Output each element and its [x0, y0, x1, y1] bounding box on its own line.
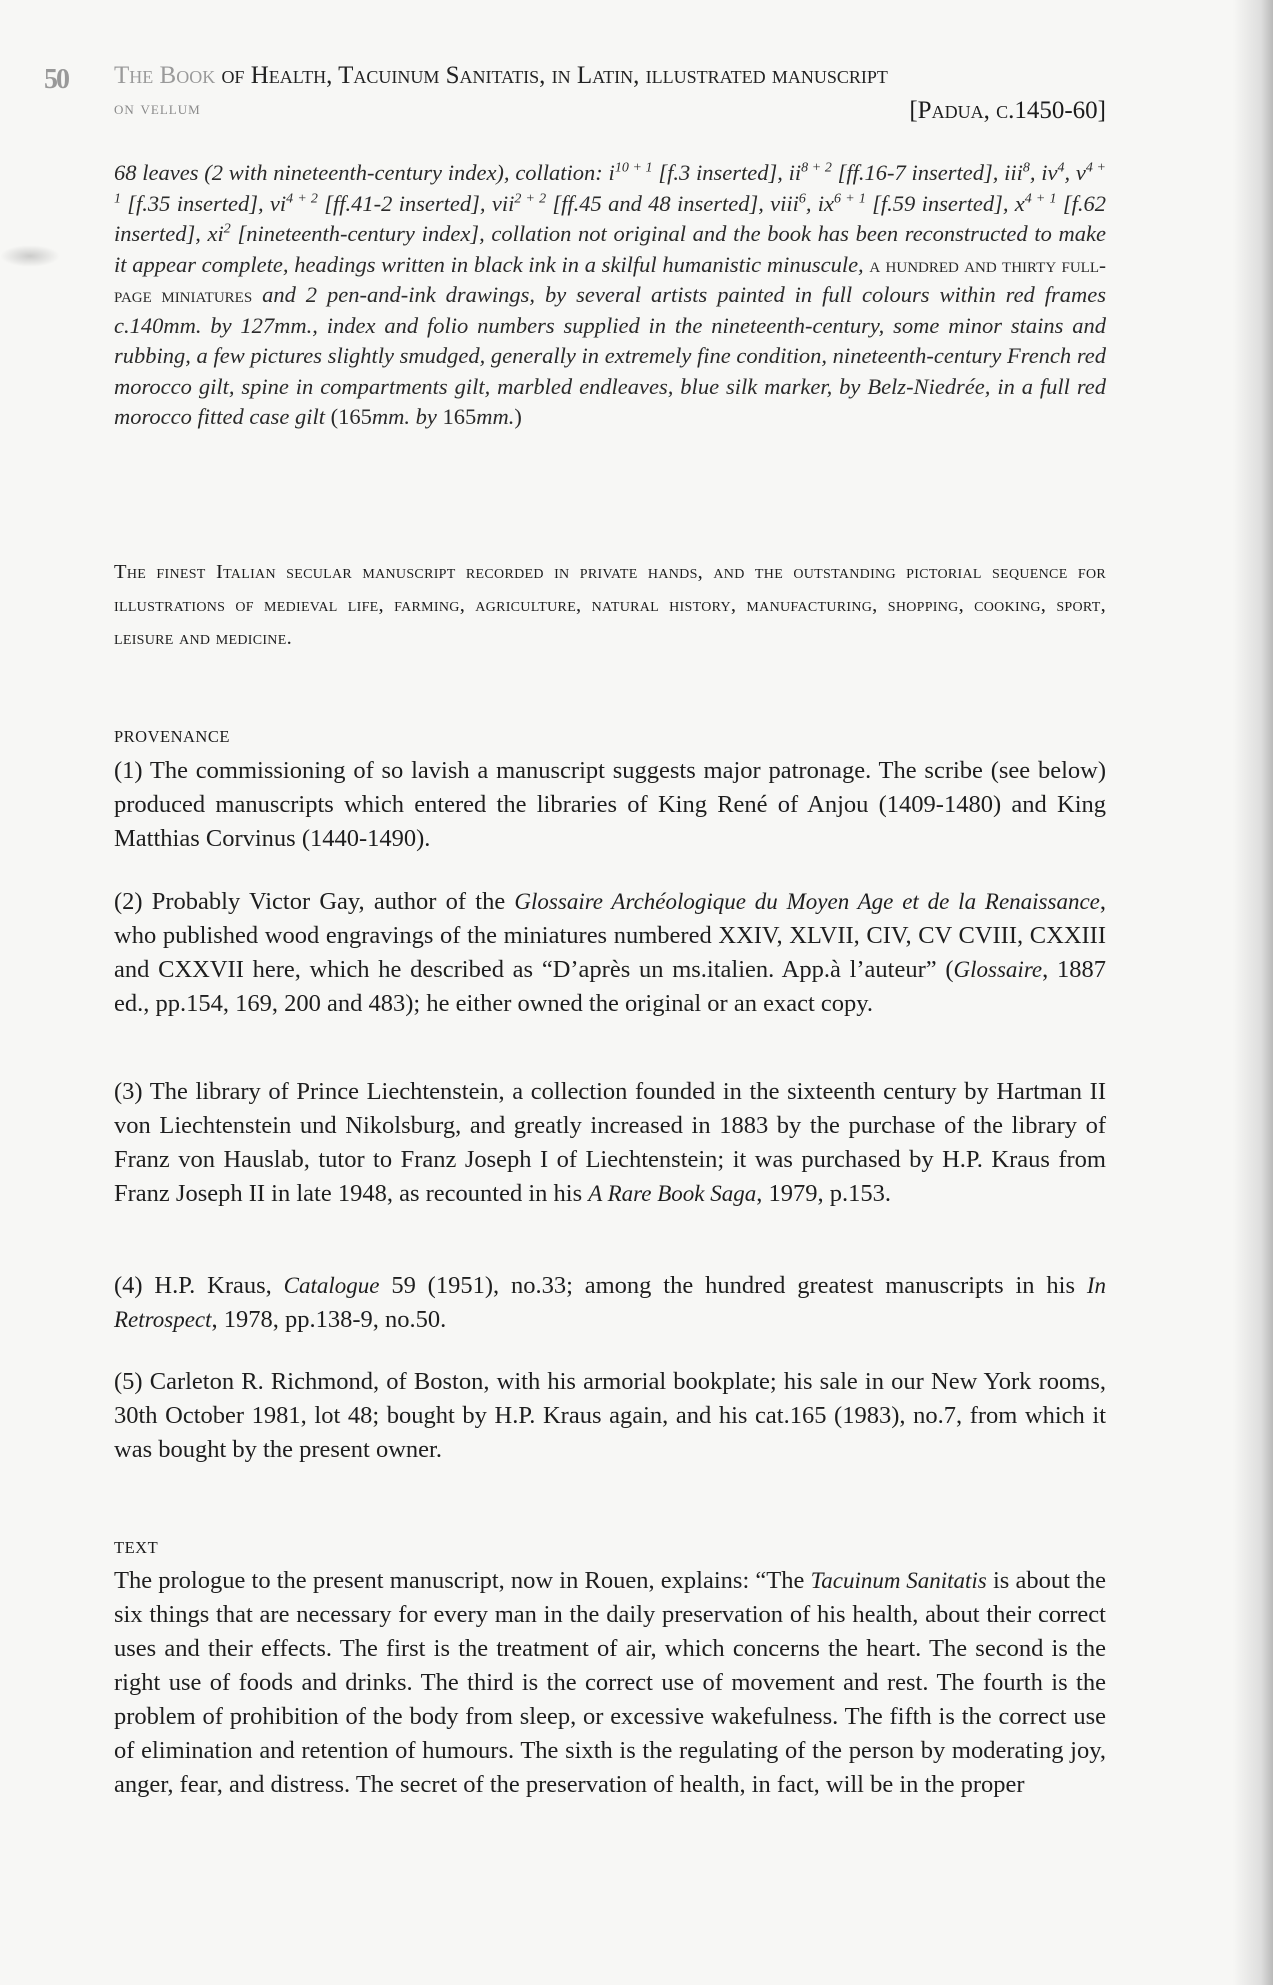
collation-superscript: 2 + 2 — [514, 191, 547, 206]
work-title: Glossaire Archéologique du Moyen Age et de la Renaissance — [514, 889, 1100, 914]
provenance-text: (3) The library of Prince Liechtenstein, a collection founded in the sixteenth century by Hartman II von Liechtenstein und Nikolsburg, and greatly increased in 1883 by the purchase of the library of Franz von Hauslab, tutor to Franz Joseph I of Liechtenstein; it was purchased by H.P. Kraus from Franz Joseph II in late 1948, as recounted in his — [114, 1078, 1106, 1207]
desc-text: [ff.45 and 48 inserted], viii — [546, 190, 799, 216]
provenance-text: , 1979, p.153. — [756, 1180, 891, 1207]
miniatures-count: a hundred and thirty full-page miniatures — [114, 252, 1106, 307]
desc-text: [ff.41-2 inserted], vii — [317, 190, 515, 216]
physical-description — [114, 158, 1106, 433]
lot-number: 50 — [44, 64, 68, 95]
provenance-text: (2) Probably Victor Gay, author of the — [114, 888, 515, 915]
dimension-value: 165 — [442, 404, 477, 429]
provenance-item-5 — [114, 1365, 1106, 1467]
desc-text: [f.3 inserted], ii — [652, 160, 802, 185]
collation-superscript: 4 + 1 — [1024, 191, 1057, 206]
collation-superscript: 8 — [1022, 160, 1030, 176]
work-title: In Retrospect — [114, 1273, 1107, 1332]
desc-text: , ix — [805, 190, 835, 216]
collation-superscript: 4 + 1 — [114, 160, 1106, 206]
provenance-text: (4) H.P. Kraus, — [114, 1272, 284, 1299]
desc-text: mm. by — [371, 404, 443, 429]
place-date: [Padua, c.1450-60] — [909, 97, 1106, 124]
page-smudge — [0, 245, 60, 267]
collation-superscript: 6 + 1 — [834, 191, 866, 206]
lot-title — [114, 62, 888, 90]
provenance-heading: PROVENANCE — [114, 727, 230, 746]
text-body: The prologue to the present manuscript, now in Rouen, explains: “The — [114, 1567, 811, 1594]
work-title: Catalogue — [283, 1273, 380, 1298]
text-paragraph — [114, 1564, 1106, 1802]
provenance-text: , who published wood engravings of the miniatures numbered XXIV, XLVII, CIV, CV CVIII, CXXIII and CXXVII here, which he described as “D’après un ms.italien. App.à l’auteur” ( — [114, 888, 1106, 983]
desc-text: [f.59 inserted], x — [865, 190, 1025, 216]
desc-text: [f.62 inserted], xi — [114, 190, 1106, 246]
desc-text: , iv — [1029, 160, 1058, 185]
text-body: is about the six things that are necessary for every man in the daily preservation of his health, about their correct uses and their effects. The first is the treatment of air, which concerns the heart. The second is the right use of foods and drinks. The third is the correct use of movement and rest. The fourth is the problem of prohibition of the body from sleep, or excessive wakefulness. The fifth is the correct use of elimination and retention of humours. The sixth is the regulating of the person by moderating joy, anger, fear, and distress. The secret of the preservation of health, in fact, will be in the proper — [114, 1567, 1106, 1798]
provenance-item-4 — [114, 1269, 1106, 1337]
dimension-value: (165 — [330, 404, 372, 429]
provenance-text: , 1887 ed., pp.154, 169, 200 and 483); he either owned the original or an exact copy. — [114, 956, 1106, 1017]
provenance-text: (5) Carleton R. Richmond, of Boston, with his armorial bookplate; his sale in our New York rooms, 30th October 1981, lot 48; bought by H.P. Kraus again, and his cat.165 (1983), no.7, from which it was bought by the present owner. — [114, 1368, 1106, 1463]
desc-text: [ff.16-7 inserted], iii — [831, 160, 1023, 185]
work-title: Tacuinum Sanitatis — [810, 1568, 987, 1593]
desc-text: and 2 pen-and-ink drawings, by several artists painted in full colours within red frames c.140mm. by 127mm., index and folio numbers supplied in the nineteenth-century, some minor stains and rubbing, a few pictures slightly smudged, generally in extremely fine condition, nineteenth-century French red morocco gilt, spine in compartments gilt, marbled endleaves, blue silk marker, by Belz-Niedrée, in a full red morocco fitted case gilt — [114, 282, 1106, 429]
provenance-text: 59 (1951), no.33; among the hundred greatest manuscripts in his — [379, 1272, 1087, 1299]
text-heading: TEXT — [114, 1538, 159, 1557]
lot-title-continued: on vellum — [114, 98, 201, 119]
provenance-text: , 1978, pp.138-9, no.50. — [211, 1306, 447, 1333]
work-title: A Rare Book Saga — [588, 1181, 757, 1206]
desc-text: 68 leaves (2 with nineteenth-century index), collation: i — [114, 160, 615, 185]
provenance-item-1 — [114, 754, 1106, 856]
collation-superscript: 8 + 2 — [801, 160, 832, 176]
page-edge-shadow — [1233, 0, 1273, 1985]
desc-text: mm. — [476, 404, 515, 429]
lot-title-faded: The Book — [114, 62, 216, 89]
provenance-item-3 — [114, 1075, 1106, 1211]
collation-superscript: 4 + 2 — [286, 191, 318, 206]
desc-text: [f.35 inserted], vi — [121, 190, 287, 216]
collation-superscript: 6 — [798, 191, 806, 206]
provenance-text: (1) The commissioning of so lavish a manuscript suggests major patronage. The scribe (see below) produced manuscripts which entered the libraries of King René of Anjou (1409-1480) and King Matthias Corvinus (1440-1490). — [114, 757, 1106, 852]
desc-text: , v — [1064, 160, 1086, 185]
desc-text: ) — [514, 404, 522, 429]
collation-superscript: 10 + 1 — [614, 160, 653, 176]
desc-text: [nineteenth-century index], collation not original and the book has been reconstructed to make it appear complete, headings written in black ink in a skilful humanistic minuscule, — [114, 221, 1106, 277]
work-title: Glossaire — [953, 957, 1043, 982]
lot-summary: The finest Italian secular manuscript recorded in private hands, and the outstanding pictorial sequence for illustrations of medieval life, farming, agriculture, natural history, manufacturing, shopping, cooking, sport, leisure and medicine. — [114, 561, 1106, 649]
collation-superscript: 2 — [223, 221, 231, 237]
provenance-item-2 — [114, 885, 1106, 1021]
collation-superscript: 4 — [1057, 160, 1065, 176]
lot-title-main: of Health, Tacuinum Sanitatis, in Latin, illustrated manuscript — [215, 62, 888, 89]
